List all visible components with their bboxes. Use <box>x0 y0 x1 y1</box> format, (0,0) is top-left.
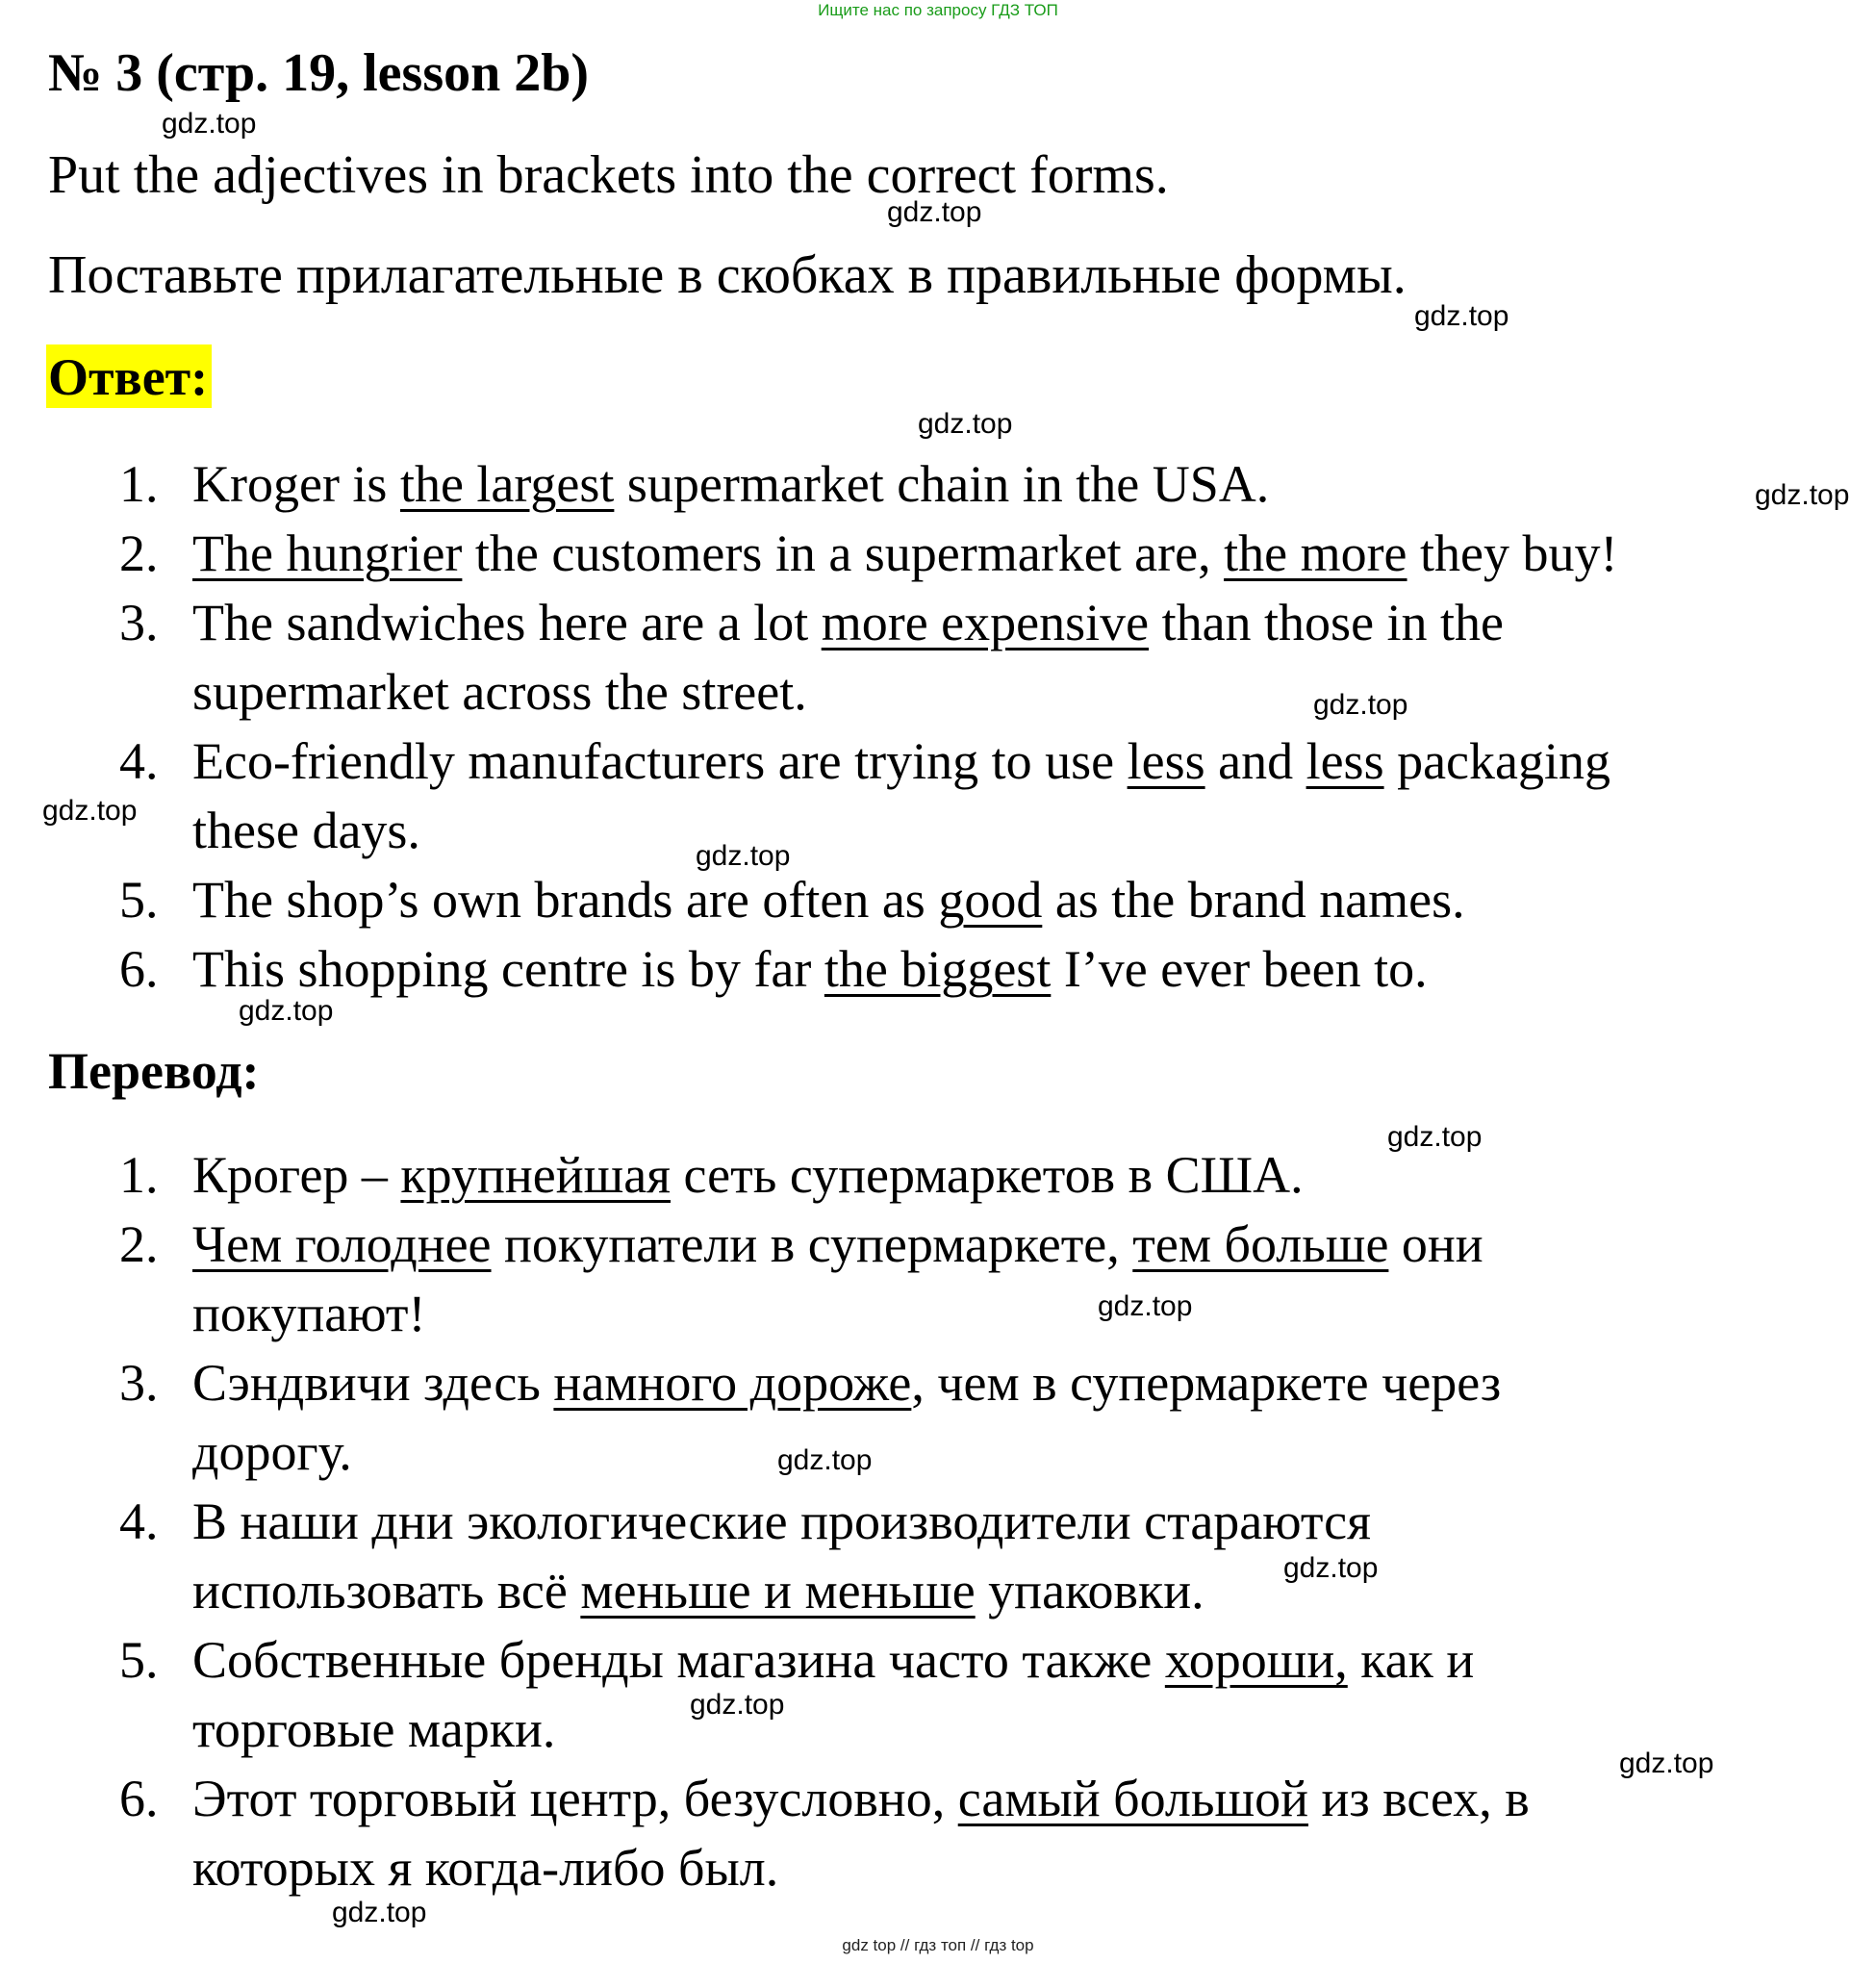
watermark-text: gdz.top <box>1313 689 1408 721</box>
translation-item-number: 2. <box>119 1215 159 1273</box>
answer-item-line <box>192 870 1465 930</box>
answer-text-segment: The sandwiches here are a lot <box>192 594 822 651</box>
watermark-text: gdz.top <box>777 1444 873 1476</box>
answer-item-line <box>192 593 1504 652</box>
answer-text-segment: Eco-friendly manufacturers are trying to use <box>192 732 1128 790</box>
translation-text-segment: дорогу. <box>192 1423 352 1481</box>
translation-text-segment: покупатели в супермаркете, <box>491 1215 1133 1273</box>
answer-underlined-form: less <box>1306 732 1384 790</box>
answer-heading: Ответ: <box>46 344 212 408</box>
answer-text-segment: these days. <box>192 802 420 859</box>
translation-item-line <box>192 1284 425 1343</box>
answer-text-segment: supermarket chain in the USA. <box>614 455 1270 513</box>
watermark-text: gdz.top <box>696 840 791 872</box>
translation-item-line <box>192 1492 1371 1551</box>
answer-underlined-form: more expensive <box>821 594 1150 651</box>
answer-underlined-form: The hungrier <box>192 524 463 582</box>
answer-item-line <box>192 523 1617 583</box>
translation-text-segment: покупают! <box>192 1285 426 1342</box>
answer-item-number: 6. <box>119 940 159 998</box>
answer-underlined-form: good <box>938 871 1043 929</box>
answer-item-number: 5. <box>119 871 159 929</box>
translation-item-number: 5. <box>119 1631 159 1689</box>
translation-text-segment: , чем в супермаркете через <box>911 1354 1502 1412</box>
translation-item-line <box>192 1561 1204 1620</box>
translation-item-number: 4. <box>119 1492 159 1550</box>
translation-text-segment: Крогер – <box>192 1146 401 1204</box>
answer-item-line <box>192 662 807 722</box>
answer-text-segment: and <box>1204 732 1306 790</box>
translation-underlined-form: Чем голоднее <box>192 1215 492 1273</box>
translation-text-segment: В наши дни экологические производители стараются <box>192 1492 1371 1550</box>
bottom-banner: gdz top // гдз топ // гдз top <box>842 1936 1034 1954</box>
watermark-text: gdz.top <box>1619 1747 1714 1779</box>
watermark-text: gdz.top <box>918 408 1013 440</box>
translation-item-line <box>192 1838 778 1898</box>
translation-underlined-form: хороши, <box>1164 1631 1348 1689</box>
answer-underlined-form: the biggest <box>824 940 1052 998</box>
instruction-english: Put the adjectives in brackets into the correct forms. <box>48 145 1169 205</box>
watermark-text: gdz.top <box>1283 1552 1379 1584</box>
translation-item-line <box>192 1699 555 1759</box>
translation-heading: Перевод: <box>48 1042 260 1100</box>
answer-text-segment: they buy! <box>1407 524 1618 582</box>
answer-text-segment: the customers in a supermarket are, <box>462 524 1225 582</box>
translation-item-line <box>192 1769 1530 1828</box>
answer-item-line <box>192 939 1428 999</box>
answer-text-segment: than those in the <box>1149 594 1505 651</box>
answer-text-segment: This shopping centre is by far <box>192 940 824 998</box>
translation-text-segment: торговые марки. <box>192 1700 556 1758</box>
translation-text-segment: которых я когда-либо был. <box>192 1839 779 1897</box>
exercise-title: № 3 (стр. 19, lesson 2b) <box>48 43 590 103</box>
watermark-text: gdz.top <box>1755 479 1850 511</box>
translation-item-line <box>192 1145 1304 1205</box>
translation-text-segment: Сэндвичи здесь <box>192 1354 554 1412</box>
translation-underlined-form: тем больше <box>1132 1215 1389 1273</box>
translation-text-segment: использовать всё <box>192 1562 581 1620</box>
answer-text-segment: as the brand names. <box>1042 871 1465 929</box>
translation-item-line <box>192 1353 1501 1413</box>
translation-item-line <box>192 1214 1483 1274</box>
answer-item-line <box>192 731 1610 791</box>
translation-underlined-form: намного дороже <box>553 1354 912 1412</box>
answer-item-line <box>192 454 1269 514</box>
translation-underlined-form: самый большой <box>957 1770 1308 1827</box>
answer-item-line <box>192 801 420 860</box>
translation-text-segment: Этот торговый центр, безусловно, <box>192 1770 958 1827</box>
watermark-text: gdz.top <box>162 108 257 140</box>
watermark-text: gdz.top <box>239 995 334 1027</box>
translation-text-segment: они <box>1388 1215 1483 1273</box>
translation-text-segment: из всех, в <box>1307 1770 1530 1827</box>
translation-item-line <box>192 1630 1474 1690</box>
watermark-text: gdz.top <box>1387 1121 1483 1153</box>
answer-text-segment: I’ve ever been to. <box>1051 940 1428 998</box>
watermark-text: gdz.top <box>1098 1290 1193 1322</box>
answer-text-segment: The shop’s own brands are often as <box>192 871 939 929</box>
translation-text-segment: как и <box>1347 1631 1475 1689</box>
answer-item-number: 1. <box>119 455 159 513</box>
translation-item-number: 3. <box>119 1354 159 1412</box>
top-banner: Ищите нас по запросу ГДЗ ТОП <box>818 1 1058 19</box>
answer-item-number: 4. <box>119 732 159 790</box>
watermark-text: gdz.top <box>1414 300 1509 332</box>
answer-item-number: 3. <box>119 594 159 651</box>
translation-item-number: 1. <box>119 1146 159 1204</box>
answer-item-number: 2. <box>119 524 159 582</box>
translation-text-segment: Собственные бренды магазина часто также <box>192 1631 1165 1689</box>
translation-text-segment: упаковки. <box>975 1562 1204 1620</box>
answer-underlined-form: less <box>1127 732 1205 790</box>
translation-underlined-form: меньше и меньше <box>580 1562 976 1620</box>
watermark-text: gdz.top <box>42 795 138 827</box>
instruction-russian: Поставьте прилагательные в скобках в правильные формы. <box>48 245 1407 305</box>
watermark-text: gdz.top <box>332 1897 427 1928</box>
answer-text-segment: packaging <box>1383 732 1610 790</box>
answer-underlined-form: the more <box>1224 524 1407 582</box>
translation-underlined-form: крупнейшая <box>400 1146 671 1204</box>
answer-text-segment: supermarket across the street. <box>192 663 807 721</box>
watermark-text: gdz.top <box>887 196 982 228</box>
answer-underlined-form: the largest <box>399 455 615 513</box>
translation-item-line <box>192 1422 352 1482</box>
answer-text-segment: Kroger is <box>192 455 400 513</box>
translation-text-segment: сеть супермаркетов в США. <box>671 1146 1304 1204</box>
translation-item-number: 6. <box>119 1770 159 1827</box>
watermark-text: gdz.top <box>690 1689 785 1721</box>
